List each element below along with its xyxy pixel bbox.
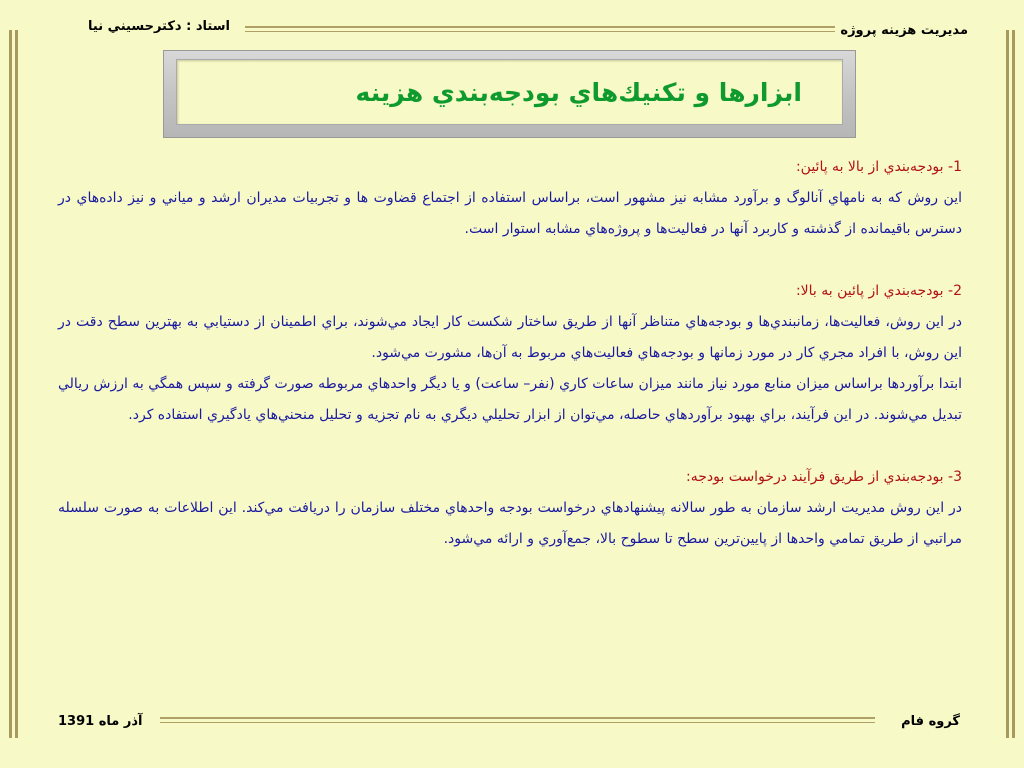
- section-heading-2: 2- بودجه‌بندي از پائين به بالا:: [795, 283, 962, 299]
- footer-divider-thin: [160, 722, 875, 723]
- header-divider: [245, 26, 835, 28]
- footer-divider: [160, 717, 875, 719]
- section-heading-1: 1- بودجه‌بندي از بالا به پائين:: [795, 159, 962, 175]
- instructor-name: استاد : دكترحسيني نيا: [88, 19, 230, 34]
- section-paragraph-2-2: ابتدا برآوردها براساس ميزان منابع مورد نياز مانند ميزان ساعات كاري (نفر– ساعت) و يا ديگر واحدهاي مربوطه صورت گرفته و سپس همگي به ارزش ريالي تبديل مي‌شوند. در اين فرآيند، براي بهبود برآوردهاي حاصله، مي‌توان از ابزار تحليلي ديگري به نام تجزيه و تحليل منحني‌هاي يادگيري استفاده كرد.: [58, 376, 962, 423]
- slide-content: [58, 152, 962, 555]
- footer-group: گروه فام: [901, 714, 960, 729]
- spacer: [58, 245, 962, 276]
- right-border-line-inner: [1006, 30, 1009, 738]
- section-paragraph-2-1: در اين روش، فعاليت‌ها، زمانبندي‌ها و بودجه‌هاي متناظر آنها از طريق ساختار شكست كار ايجاد مي‌شوند، براي اطمينان از دستيابي به بهترين سطح دقت در اين روش، با افراد مجري كار در مورد زمانها و بودجه‌هاي فعاليت‌هاي مربوط به آن‌ها، مشورت مي‌شود.: [58, 314, 962, 361]
- left-border-line-inner: [15, 30, 18, 738]
- spacer: [58, 431, 962, 462]
- title-panel: [176, 59, 843, 125]
- title-frame: [163, 50, 856, 138]
- left-border-line: [9, 30, 12, 738]
- section-paragraph-3-1: در اين روش مديريت ارشد سازمان به طور سالانه پيشنهادهاي درخواست بودجه واحدهاي مختلف سازمان را دريافت مي‌كند. اين اطلاعات به صورت سلسله مراتبي از طريق تمامي واحدها از پايين‌ترين سطح تا سطوح بالا، جمع‌آوري و ارائه مي‌شود.: [58, 500, 962, 547]
- right-border-line: [1012, 30, 1015, 738]
- section-heading-3: 3- بودجه‌بندي از طريق فرآيند درخواست بودجه:: [686, 469, 962, 485]
- footer-date: آذر ماه 1391: [58, 714, 143, 729]
- header-divider-thin: [245, 31, 835, 32]
- section-paragraph-1-1: اين روش كه به نامهاي آنالوگ و برآورد مشابه نيز مشهور است، براساس استفاده از اجتماع قضاوت ها و تجربيات مديران ارشد و مياني و نيز داده‌هاي در دسترس باقيمانده از گذشته و كاربرد آنها در فعاليت‌ها و پروژه‌هاي مشابه استوار است.: [58, 190, 962, 237]
- slide-title: ابزارها و تكنيك‌هاي بودجه‌بندي هزينه: [355, 78, 802, 107]
- course-title: مديريت هزينه پروژه: [840, 23, 968, 38]
